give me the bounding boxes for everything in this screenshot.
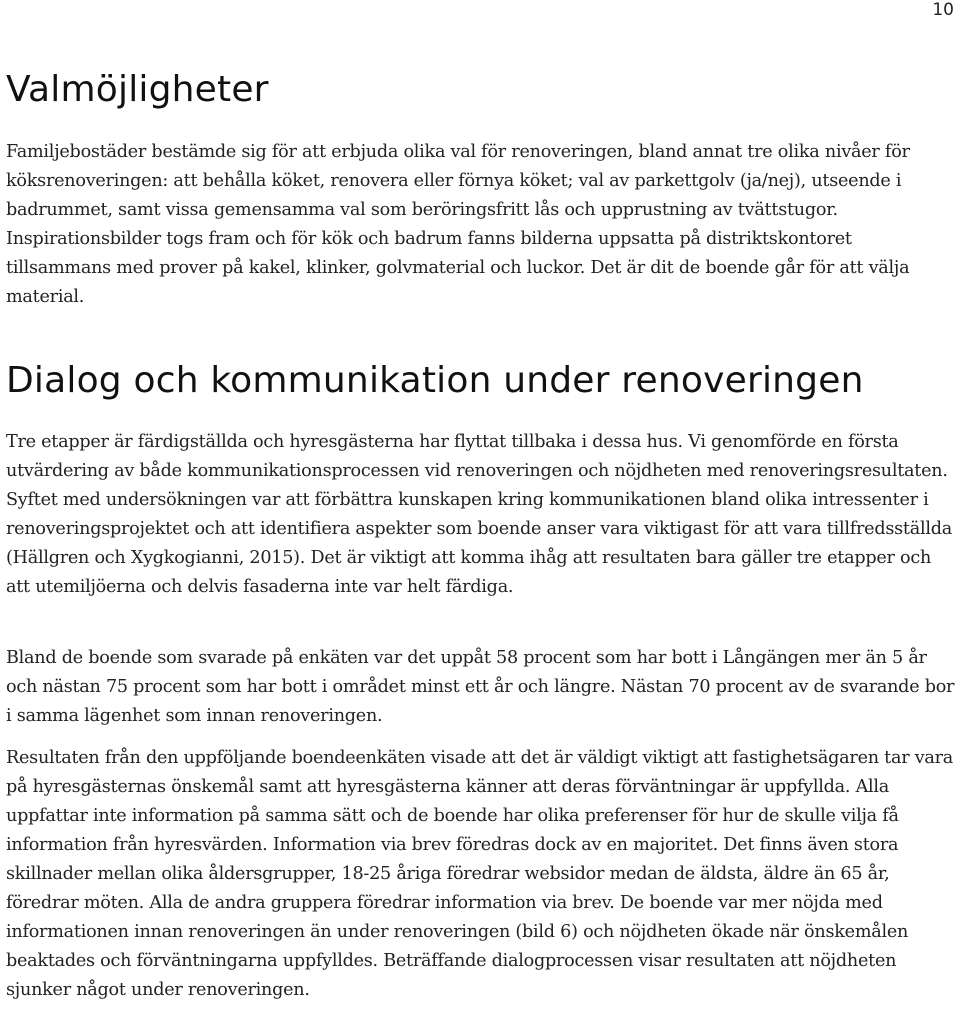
paragraph: Bland de boende som svarade på enkäten var det uppåt 58 procent som har bott i Långängen mer än 5 år och nästan 75 procent som har bott i området minst ett år och längre. Nästan 70 procent av de svarande bor i samma lägenhet som innan renoveringen. [6, 648, 955, 726]
paragraph: Resultaten från den uppföljande boendeenkäten visade att det är väldigt viktigt att fastighetsägaren tar vara på hyresgästernas önskemål samt att hyresgästerna känner att deras förväntningar är uppfyllda. Alla uppfattar inte information på samma sätt och de boende har olika preferenser för hur de skulle vilja få information från hyresvärden. Information via brev föredras dock av en majoritet. Det finns även stora skillnader mellan olika åldersgrupper, 18-25 åriga föredrar websidor medan de äldsta, äldre än 65 år, föredrar möten. Alla de andra gruppera föredrar information via brev. De boende var mer nöjda med informationen innan renoveringen än under renoveringen (bild 6) och nöjdheten ökade när önskemålen beaktades och förväntningarna uppfylldes. Beträffande dialogprocessen visar resultaten att nöjdheten sjunker något under renoveringen. [6, 748, 954, 1000]
section-heading-valmojligheter: Valmöjligheter [6, 69, 269, 110]
section-heading-dialog: Dialog och kommunikation under renoveringen [6, 360, 864, 401]
paragraph: Familjebostäder bestämde sig för att erbjuda olika val för renoveringen, bland annat tre olika nivåer för köksrenoveringen: att behålla köket, renovera eller förnya köket; val av parkettgolv (ja/nej), utseende i badrummet, samt vissa gemensamma val som beröringsfritt lås och upprustning av tvättstugor. Inspirationsbilder togs fram och för kök och badrum fanns bilderna uppsatta på distriktskontoret tillsammans med prover på kakel, klinker, golvmaterial och luckor. Det är dit de boende går för att välja material. [6, 142, 910, 307]
page-number: 10 [932, 0, 954, 20]
paragraph: Tre etapper är färdigställda och hyresgästerna har flyttat tillbaka i dessa hus. Vi genomförde en första utvärdering av både kommunikationsprocessen vid renoveringen och nöjdheten med renoveringsresultaten. Syftet med undersökningen var att förbättra kunskapen kring kommunikationen bland olika intressenter i renoveringsprojektet och att identifiera aspekter som boende anser vara viktigast för att vara tillfredsställda (Hällgren och Xygkogianni, 2015). Det är viktigt att komma ihåg att resultaten bara gäller tre etapper och att utemiljöerna och delvis fasaderna inte var helt färdiga. [6, 432, 952, 597]
